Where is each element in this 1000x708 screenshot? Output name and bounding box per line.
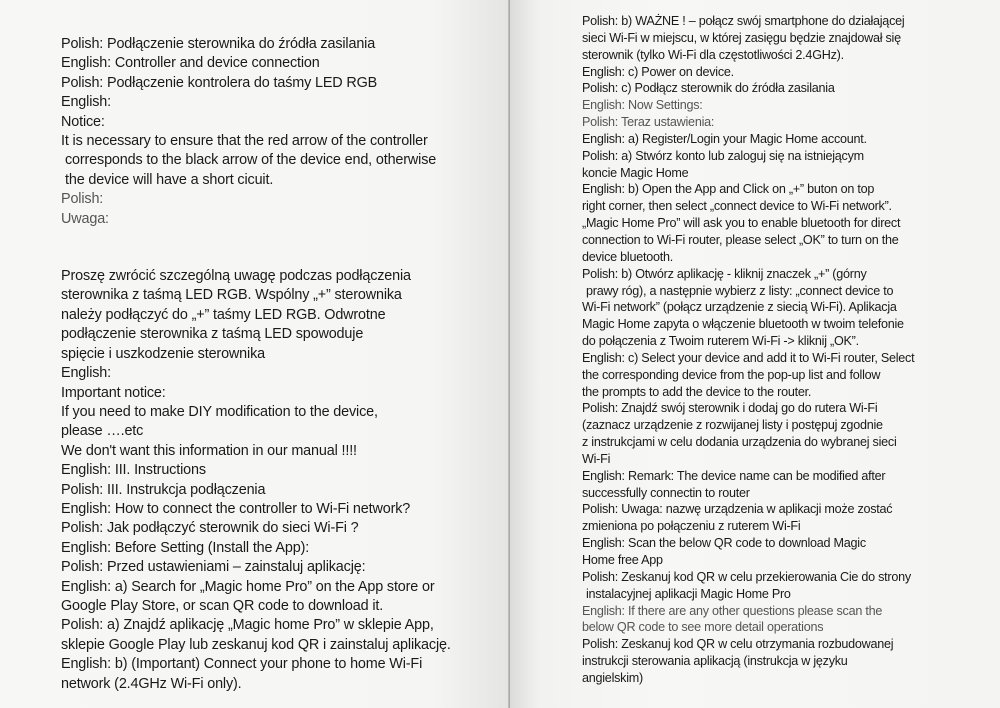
text-line: English: Now Settings: [582, 98, 703, 113]
text-line: sterownik (tylko Wi-Fi dla częstotliwości 2.4GHz). [582, 47, 844, 62]
text-line: Polish: Podłączenie sterownika do źródła zasilania [61, 36, 376, 52]
text-line: Polish: a) Stwórz konto lub zaloguj się na istniejącym [582, 148, 864, 163]
text-line: English: [61, 94, 111, 111]
text-line: koncie Magic Home [582, 165, 689, 180]
text-line: Polish: [61, 191, 104, 208]
right-page [510, 0, 1000, 708]
text-line: do połączenia z Twoim ruterem Wi-Fi -> kliknij „OK”. [582, 334, 859, 349]
text-line: please ….etc [61, 423, 144, 440]
text-line: sterownika z taśmą LED RGB. Wspólny „+” sterownika [61, 287, 402, 304]
text-line: English: c) Power on device. [582, 64, 734, 79]
text-line: instrukcji sterowania aplikacją (instrukcja w języku [582, 654, 848, 669]
text-line: (zaznacz urządzenie z rozwijanej listy i postępuj zgodnie [582, 418, 883, 433]
text-line: corresponds to the black arrow of the device end, otherwise [65, 152, 437, 169]
text-line: Polish: Podłączenie kontrolera do taśmy LED RGB [61, 74, 378, 91]
text-line: We don't want this information in our manual !!!! [61, 442, 357, 459]
paragraph-gap [61, 229, 501, 267]
right-page-text [582, 13, 994, 687]
text-line: successfully connectin to router [582, 485, 750, 500]
text-line: z instrukcjami w celu dodania urządzenia do wybranej sieci [582, 435, 897, 450]
text-line: Wi-Fi [582, 451, 611, 466]
text-line: Polish: Teraz ustawienia: [582, 115, 715, 130]
text-line: Polish: Uwaga: nazwę urządzenia w aplikacji może zostać [582, 502, 893, 517]
text-line: zmieniona po połączeniu z ruterem Wi-Fi [582, 519, 801, 534]
text-line: Polish: b) Otwórz aplikację - kliknij znaczek „+” (górny [582, 266, 867, 281]
text-line: English: III. Instructions [61, 462, 206, 479]
text-line: English: a) Register/Login your Magic Home account. [582, 131, 867, 146]
text-line: below QR code to see more detail operations [582, 620, 824, 635]
text-line: English: Scan the below QR code to download Magic [582, 536, 866, 551]
text-line: Important notice: [61, 384, 166, 401]
text-line: Notice: [61, 113, 105, 130]
text-line: Polish: Zeskanuj kod QR w celu otrzymania rozbudowanej [582, 637, 894, 652]
text-line: English: Remark: The device name can be modified after [582, 468, 886, 483]
text-line: Polish: III. Instrukcja podłączenia [61, 481, 266, 498]
text-line: instalacyjnej aplikacji Magic Home Pro [586, 586, 791, 601]
text-line: Polish: a) Znajdź aplikację „Magic home Pro” w sklepie App, [61, 617, 434, 634]
text-line: connection to Wi-Fi router, please select „OK” to turn on the [582, 232, 899, 247]
text-line: Wi-Fi network” (połącz urządzenie z siecią Wi-Fi). Aplikacja [582, 300, 897, 315]
text-line: Polish: Zeskanuj kod QR w celu przekierowania Cie do strony [582, 569, 911, 584]
text-line: Polish: c) Podłącz sterownik do źródła zasilania [582, 81, 835, 96]
text-line: angielskim) [582, 670, 643, 685]
text-line: „Magic Home Pro” will ask you to enable bluetooth for direct [582, 216, 901, 231]
text-line: Magic Home zapyta o włączenie bluetooth w twoim telefonie [582, 317, 904, 332]
text-line: Polish: Przed ustawieniami – zainstaluj aplikację: [61, 559, 366, 576]
text-line: English: How to connect the controller to Wi-Fi network? [61, 500, 411, 517]
left-page-text [61, 35, 501, 694]
text-line: right corner, then select „connect device to Wi-Fi network”. [582, 199, 892, 214]
text-line: device bluetooth. [582, 249, 673, 264]
text-line: Proszę zwrócić szczególną uwagę podczas podłączenia [61, 268, 411, 285]
text-line: English: a) Search for „Magic home Pro” on the App store or [61, 578, 435, 595]
text-line: Polish: b) WAŻNE ! – połącz swój smartphone do działającej [582, 14, 905, 28]
text-line: network (2.4GHz Wi-Fi only). [61, 675, 242, 692]
text-line: Google Play Store, or scan QR code to download it. [61, 597, 384, 614]
text-line: the corresponding device from the pop-up list and follow [582, 367, 881, 382]
text-line: English: c) Select your device and add it to Wi-Fi router, Select [582, 350, 915, 365]
text-line: English: b) (Important) Connect your phone to home Wi-Fi [61, 656, 423, 673]
text-line: If you need to make DIY modification to the device, [61, 403, 378, 420]
text-line: należy podłączyć do „+” taśmy LED RGB. Odwrotne [61, 306, 386, 323]
text-line: English: Before Setting (Install the App): [61, 539, 310, 556]
text-line: English: b) Open the App and Click on „+” buton on top [582, 182, 875, 197]
text-line: Polish: Znajdź swój sterownik i dodaj go do rutera Wi-Fi [582, 401, 878, 416]
text-line: English: [61, 365, 111, 382]
text-line: Uwaga: [61, 210, 109, 227]
text-line: It is necessary to ensure that the red arrow of the controller [61, 133, 428, 150]
text-line: podłączenie sterownika z taśmą LED spowoduje [61, 326, 364, 343]
text-line: Home free App [582, 553, 663, 567]
text-line: English: If there are any other questions please scan the [582, 603, 883, 618]
text-line: the device will have a short cicuit. [65, 171, 274, 188]
text-line: prawy róg), a następnie wybierz z listy: „connect device to [586, 283, 894, 298]
text-line: Polish: Jak podłączyć sterownik do sieci Wi-Fi ? [61, 520, 359, 537]
text-line: sieci Wi-Fi w miejscu, w której zasięgu będzie znajdował się [582, 30, 901, 45]
text-line: sklepie Google Play lub zeskanuj kod QR i zainstaluj aplikację. [61, 636, 451, 653]
text-line: English: Controller and device connection [61, 55, 320, 72]
text-line: the prompts to add the device to the router. [582, 384, 812, 399]
text-line: spięcie i uszkodzenie sterownika [61, 345, 265, 362]
